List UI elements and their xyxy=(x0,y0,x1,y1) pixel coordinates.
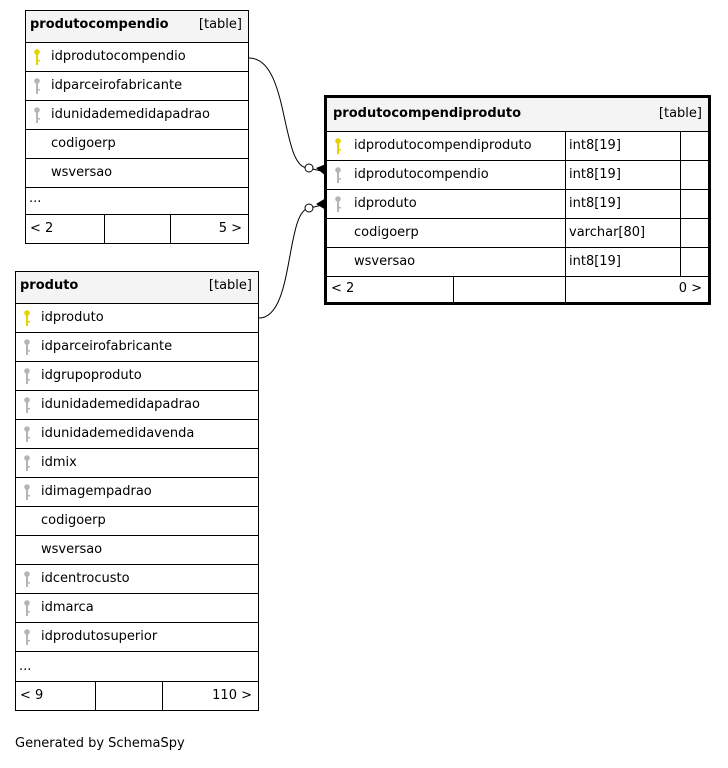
column-name: idimagempadrao xyxy=(41,484,152,499)
column-name: idprodutocompendiproduto xyxy=(354,138,532,153)
column-type: int8[19] xyxy=(569,138,621,153)
ellipsis-text: ... xyxy=(29,191,42,206)
column-row-idcentrocusto[interactable] xyxy=(16,565,258,594)
column-name: idprodutocompendio xyxy=(354,167,489,182)
more-columns-ellipsis xyxy=(16,656,258,682)
column-name: wsversao xyxy=(51,165,113,180)
primary-key-icon xyxy=(34,49,40,65)
column-name: idgrupoproduto xyxy=(41,368,142,383)
table-name: produto xyxy=(20,278,79,293)
column-row-idproduto[interactable] xyxy=(16,304,258,333)
table-footer xyxy=(16,682,258,710)
column-name: codigoerp xyxy=(354,225,419,240)
table-kind: [table] xyxy=(658,106,702,121)
column-row-wsversao[interactable] xyxy=(327,248,708,277)
column-row-idprodutocompendio[interactable] xyxy=(327,161,708,190)
column-name-cell xyxy=(327,190,566,218)
foreign-key-icon xyxy=(24,571,30,587)
column-name: wsversao xyxy=(354,254,416,269)
column-row-idprodutocompendiproduto[interactable] xyxy=(327,132,708,161)
foreign-key-icon xyxy=(24,397,30,413)
column-type: int8[19] xyxy=(569,167,621,182)
parent-count: < 9 xyxy=(20,688,44,703)
column-row-idimagempadrao[interactable] xyxy=(16,478,258,507)
column-name-cell xyxy=(327,161,566,189)
table-footer xyxy=(327,277,708,303)
table-kind: [table] xyxy=(198,17,242,32)
table-header[interactable] xyxy=(26,11,248,43)
footer-cell-middle xyxy=(105,215,171,243)
column-name: idcentrocusto xyxy=(41,571,130,586)
table-kind: [table] xyxy=(208,278,252,293)
column-name-cell xyxy=(327,219,566,247)
foreign-key-icon xyxy=(24,455,30,471)
column-name: idprodutosuperior xyxy=(41,629,158,644)
ellipsis-text: ... xyxy=(19,659,32,674)
column-name: idunidademedidapadrao xyxy=(41,397,200,412)
table-name: produtocompendio xyxy=(30,17,169,32)
column-row-wsversao[interactable] xyxy=(16,536,258,565)
edge-produtocompendio-endpoint xyxy=(305,164,313,172)
column-row-idunidademedidapadrao[interactable] xyxy=(26,101,248,130)
column-row-codigoerp[interactable] xyxy=(26,130,248,159)
foreign-key-icon xyxy=(24,484,30,500)
child-count: 0 > xyxy=(678,281,702,296)
column-name: idmix xyxy=(41,455,77,470)
foreign-key-icon xyxy=(34,107,40,123)
child-count: 110 > xyxy=(212,688,252,703)
column-row-idprodutosuperior[interactable] xyxy=(16,623,258,652)
generated-by-caption: Generated by SchemaSpy xyxy=(15,736,185,751)
foreign-key-icon xyxy=(24,426,30,442)
column-name: idproduto xyxy=(41,310,104,325)
table-produto[interactable] xyxy=(15,271,259,711)
column-name: idparceirofabricante xyxy=(51,78,183,93)
column-row-idprodutocompendio[interactable] xyxy=(26,43,248,72)
column-row-idmix[interactable] xyxy=(16,449,258,478)
column-name: idunidademedidavenda xyxy=(41,426,195,441)
column-name-cell xyxy=(327,248,566,276)
edge-produtocompendio xyxy=(249,58,326,172)
column-row-idparceirofabricante[interactable] xyxy=(16,333,258,362)
column-name: idunidademedidapadrao xyxy=(51,107,210,122)
footer-cell-middle xyxy=(454,277,566,303)
foreign-key-icon xyxy=(34,78,40,94)
table-name: produtocompendiproduto xyxy=(333,106,522,121)
column-row-idunidademedidavenda[interactable] xyxy=(16,420,258,449)
column-row-idgrupoproduto[interactable] xyxy=(16,362,258,391)
parent-count: < 2 xyxy=(30,221,54,236)
column-type: varchar[80] xyxy=(569,225,646,240)
column-name: idprodutocompendio xyxy=(51,49,186,64)
primary-key-icon xyxy=(24,310,30,326)
column-row-codigoerp[interactable] xyxy=(327,219,708,248)
column-row-idunidademedidapadrao[interactable] xyxy=(16,391,258,420)
foreign-key-icon xyxy=(24,368,30,384)
table-header[interactable] xyxy=(16,272,258,304)
column-row-idproduto[interactable] xyxy=(327,190,708,219)
column-type: int8[19] xyxy=(569,254,621,269)
column-row-wsversao[interactable] xyxy=(26,159,248,188)
table-header[interactable] xyxy=(327,98,708,132)
column-row-codigoerp[interactable] xyxy=(16,507,258,536)
edge-produto xyxy=(259,204,326,318)
footer-cell-middle xyxy=(96,682,163,710)
parent-count: < 2 xyxy=(331,281,355,296)
column-name: idparceirofabricante xyxy=(41,339,173,354)
foreign-key-icon xyxy=(24,600,30,616)
column-name: idproduto xyxy=(354,196,417,211)
table-produtocompendiproduto[interactable] xyxy=(324,95,711,305)
column-name: codigoerp xyxy=(41,513,106,528)
foreign-key-icon xyxy=(24,629,30,645)
table-produtocompendio[interactable] xyxy=(25,10,249,244)
column-row-idparceirofabricante[interactable] xyxy=(26,72,248,101)
column-row-idmarca[interactable] xyxy=(16,594,258,623)
column-name: wsversao xyxy=(41,542,103,557)
foreign-key-icon xyxy=(24,339,30,355)
column-name: idmarca xyxy=(41,600,94,615)
more-columns-ellipsis xyxy=(26,189,248,215)
column-name-cell xyxy=(327,132,566,160)
child-count: 5 > xyxy=(218,221,242,236)
column-name: codigoerp xyxy=(51,136,116,151)
edge-produto-endpoint xyxy=(305,204,313,212)
table-footer xyxy=(26,215,248,243)
column-type: int8[19] xyxy=(569,196,621,211)
